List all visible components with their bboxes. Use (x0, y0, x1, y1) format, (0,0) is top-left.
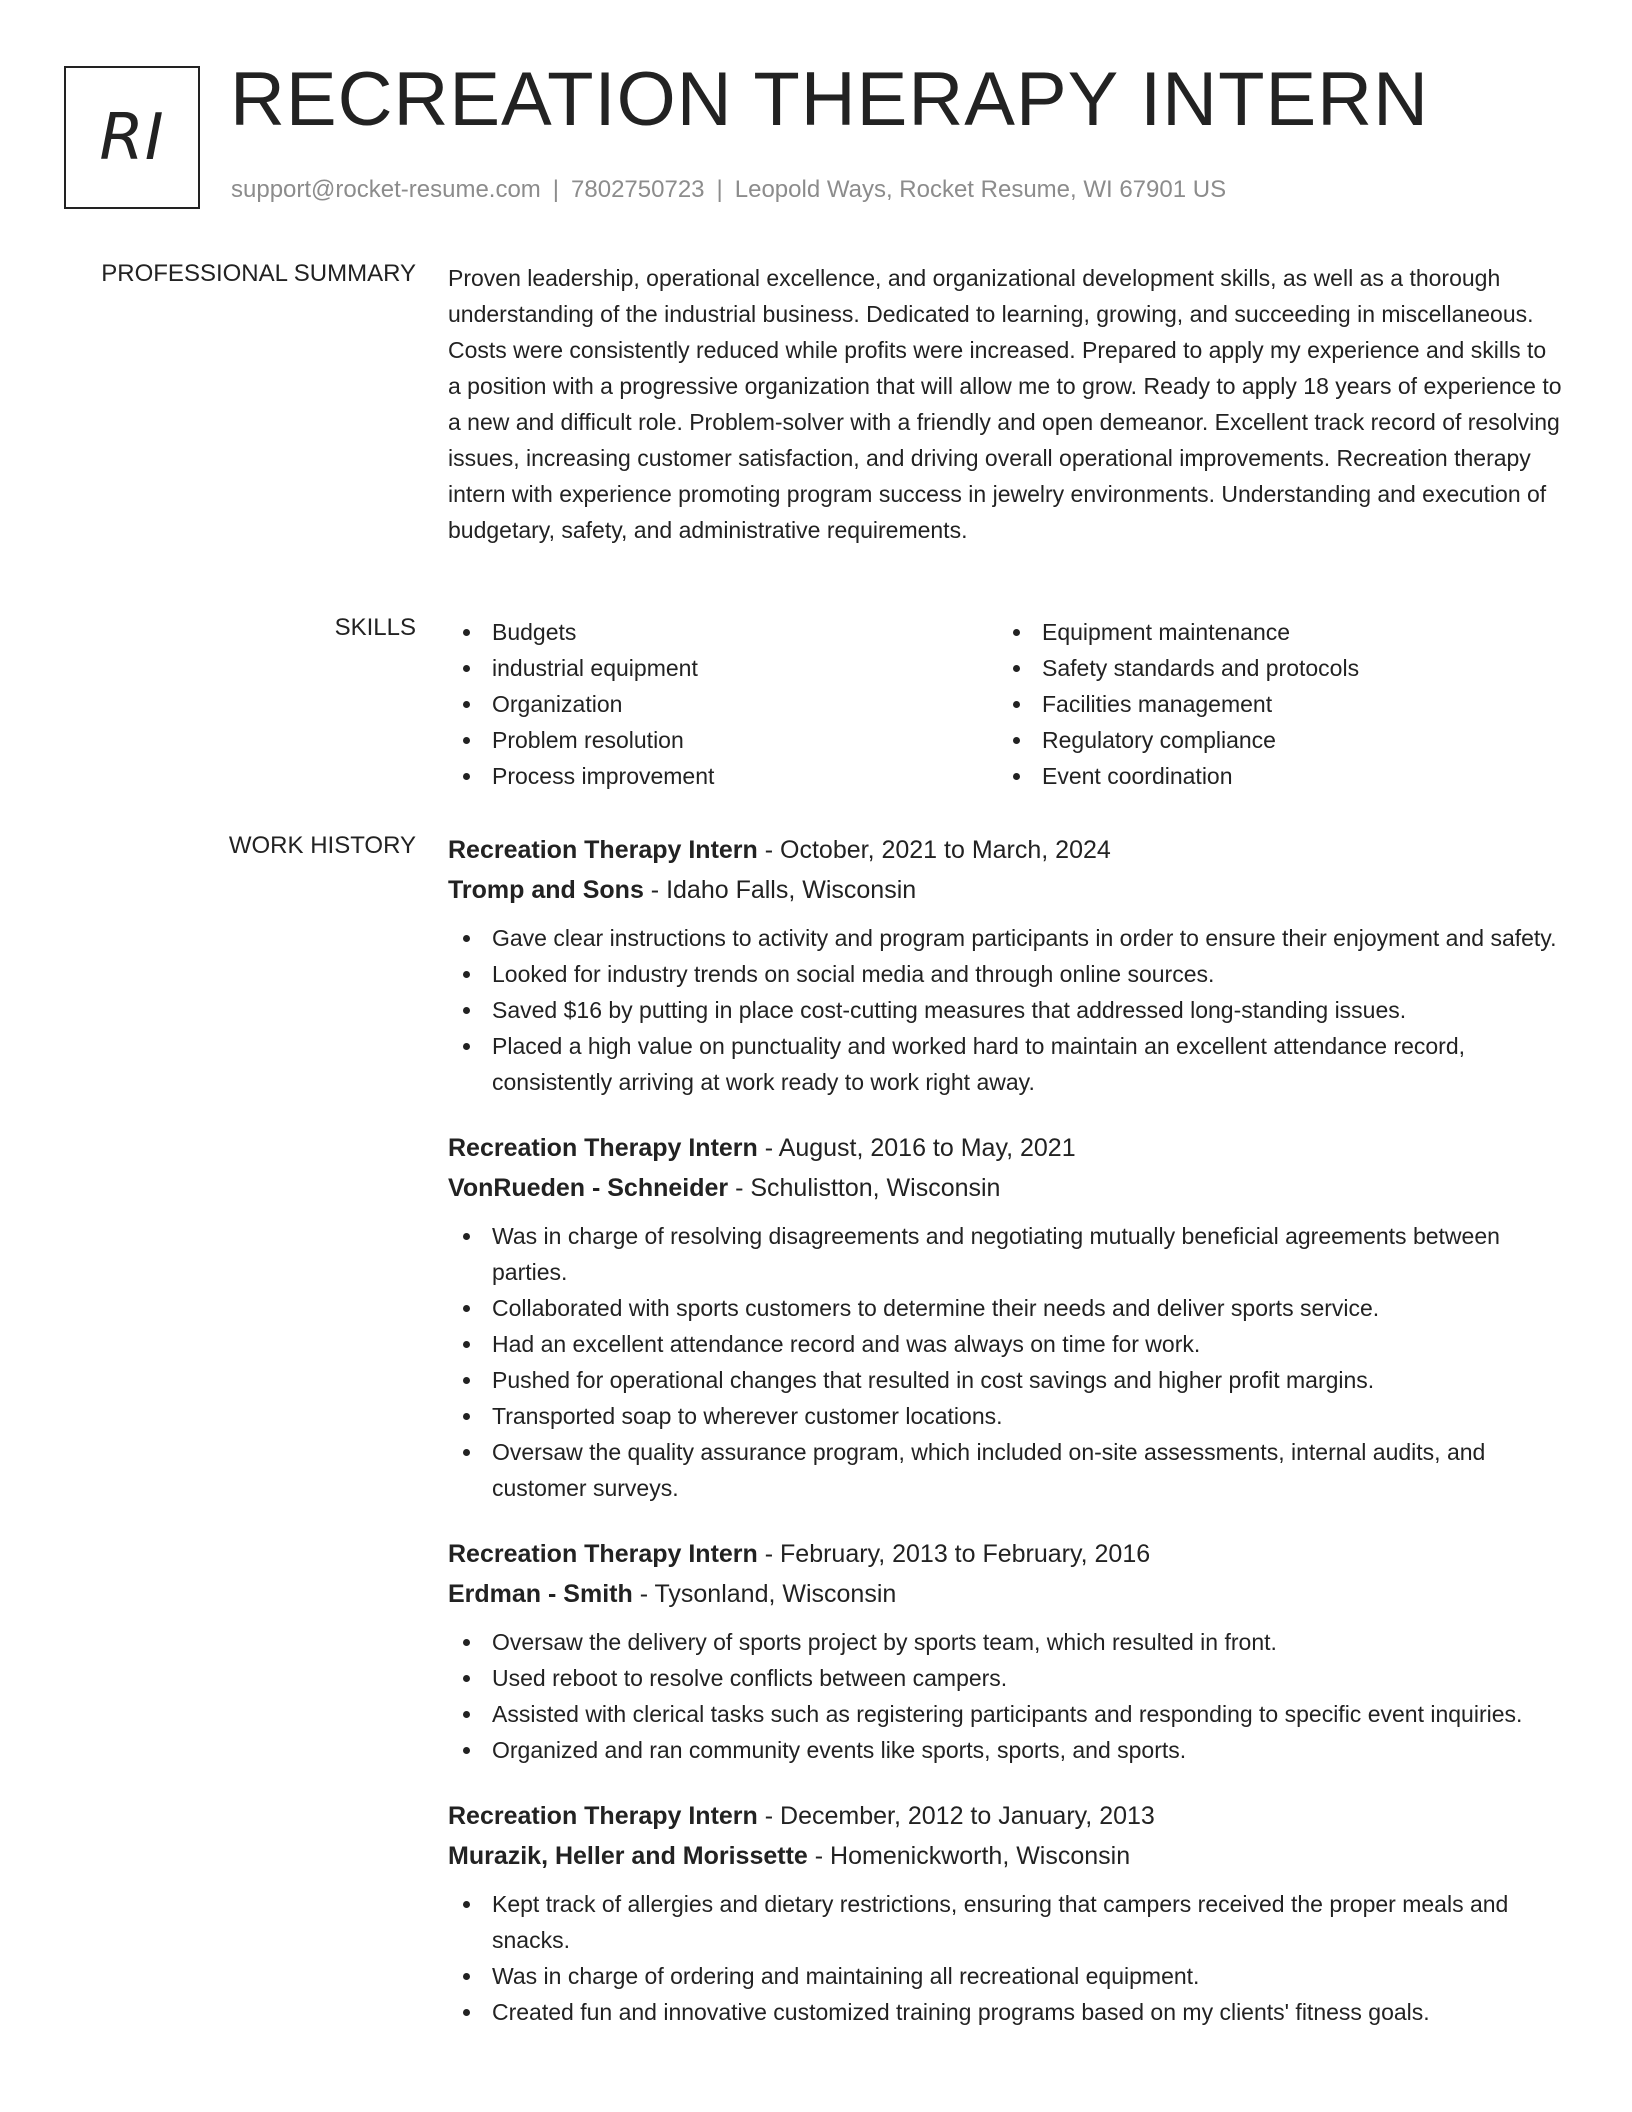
job-entry (448, 830, 1564, 1100)
job-bullet: Was in charge of ordering and maintaining all recreational equipment. (448, 1958, 1564, 1994)
job-bullet: Placed a high value on punctuality and worked hard to maintain an excellent attendance record, consistently arriving at work ready to work right away. (448, 1028, 1564, 1100)
job-bullets (448, 1218, 1564, 1506)
job-dates: - October, 2021 to March, 2024 (757, 836, 1111, 864)
job-dates: - August, 2016 to May, 2021 (757, 1134, 1076, 1162)
skill-item: Equipment maintenance (998, 614, 1548, 650)
job-bullet: Was in charge of resolving disagreements and negotiating mutually beneficial agreements between parties. (448, 1218, 1564, 1290)
job-bullet: Looked for industry trends on social media and through online sources. (448, 956, 1564, 992)
skill-item: Facilities management (998, 686, 1548, 722)
contact-separator: | (716, 176, 723, 203)
skill-item: Problem resolution (448, 722, 998, 758)
skill-item: Safety standards and protocols (998, 650, 1548, 686)
job-company-line (448, 1168, 1564, 1208)
job-location: - Idaho Falls, Wisconsin (643, 876, 917, 904)
skill-item: Event coordination (998, 758, 1548, 794)
skill-item: Budgets (448, 614, 998, 650)
job-title: Recreation Therapy Intern (448, 836, 758, 864)
job-company-line (448, 870, 1564, 910)
contact-address: Leopold Ways, Rocket Resume, WI 67901 US (734, 176, 1227, 203)
job-bullet: Oversaw the delivery of sports project by sports team, which resulted in front. (448, 1624, 1564, 1660)
job-bullets (448, 1886, 1564, 2030)
job-bullet: Oversaw the quality assurance program, which included on-site assessments, internal audits, and customer surveys. (448, 1434, 1564, 1506)
job-bullet: Organized and ran community events like sports, sports, and sports. (448, 1732, 1564, 1768)
skills-list-left (448, 614, 998, 794)
monogram (64, 66, 200, 209)
skills-list-right (998, 614, 1548, 794)
job-title: Recreation Therapy Intern (448, 1802, 758, 1830)
job-bullet: Collaborated with sports customers to determine their needs and deliver sports service. (448, 1290, 1564, 1326)
job-title: Recreation Therapy Intern (448, 1540, 758, 1568)
job-company-line (448, 1836, 1564, 1876)
job-entry (448, 1128, 1564, 1506)
job-company: Murazik, Heller and Morissette (448, 1842, 808, 1870)
job-title-line (448, 1128, 1564, 1168)
job-bullet: Created fun and innovative customized training programs based on my clients' fitness goals. (448, 1994, 1564, 2030)
job-bullets (448, 1624, 1564, 1768)
contact-separator: | (552, 176, 560, 203)
skill-item: Regulatory compliance (998, 722, 1548, 758)
job-bullet: Transported soap to wherever customer locations. (448, 1398, 1564, 1434)
job-location: - Tysonland, Wisconsin (632, 1580, 897, 1608)
job-bullet: Assisted with clerical tasks such as registering participants and responding to specific event inquiries. (448, 1696, 1564, 1732)
job-entry (448, 1534, 1564, 1768)
job-dates: - December, 2012 to January, 2013 (757, 1802, 1155, 1830)
job-company: VonRueden - Schneider (448, 1174, 729, 1202)
skill-item: industrial equipment (448, 650, 998, 686)
job-location: - Homenickworth, Wisconsin (807, 1842, 1131, 1870)
monogram-initials: RI (99, 100, 165, 175)
job-title-line (448, 830, 1564, 870)
job-entry (448, 1796, 1564, 2030)
resume-title: RECREATION THERAPY INTERN (230, 57, 1429, 142)
job-company: Erdman - Smith (448, 1580, 633, 1608)
job-company: Tromp and Sons (448, 876, 644, 904)
summary-heading: PROFESSIONAL SUMMARY (101, 260, 416, 287)
job-dates: - February, 2013 to February, 2016 (757, 1540, 1151, 1568)
job-bullet: Gave clear instructions to activity and program participants in order to ensure their enjoyment and safety. (448, 920, 1564, 956)
job-location: - Schulistton, Wisconsin (728, 1174, 1001, 1202)
job-title: Recreation Therapy Intern (448, 1134, 758, 1162)
job-bullet: Had an excellent attendance record and was always on time for work. (448, 1326, 1564, 1362)
job-title-line (448, 1534, 1564, 1574)
work-history-heading: WORK HISTORY (228, 832, 416, 859)
summary-text: Proven leadership, operational excellence, and organizational development skills, as well as a thorough understanding of the industrial business. Dedicated to learning, growing, and succeeding in miscellaneous. Costs were consistently reduced while profits were increased. Prepared to apply my experience and skills to a position with a progressive organization that will allow me to grow. Ready to apply 18 years of experience to a new and difficult role. Problem-solver with a friendly and open demeanor. Excellent track record of resolving issues, increasing customer satisfaction, and driving overall operational improvements. Recreation therapy intern with experience promoting program success in jewelry environments. Understanding and execution of budgetary, safety, and administrative requirements. (448, 265, 1562, 543)
job-bullet: Saved $16 by putting in place cost-cutting measures that addressed long-standing issues. (448, 992, 1564, 1028)
contact-phone: 7802750723 (571, 176, 705, 203)
skill-item: Process improvement (448, 758, 998, 794)
contact-email: support@rocket-resume.com (231, 176, 541, 203)
skill-item: Organization (448, 686, 998, 722)
job-bullet: Pushed for operational changes that resulted in cost savings and higher profit margins. (448, 1362, 1564, 1398)
job-company-line (448, 1574, 1564, 1614)
job-bullet: Kept track of allergies and dietary restrictions, ensuring that campers received the proper meals and snacks. (448, 1886, 1564, 1958)
contact-line (231, 176, 1226, 204)
job-bullet: Used reboot to resolve conflicts between campers. (448, 1660, 1564, 1696)
skills-heading: SKILLS (334, 614, 416, 641)
job-bullets (448, 920, 1564, 1100)
job-title-line (448, 1796, 1564, 1836)
